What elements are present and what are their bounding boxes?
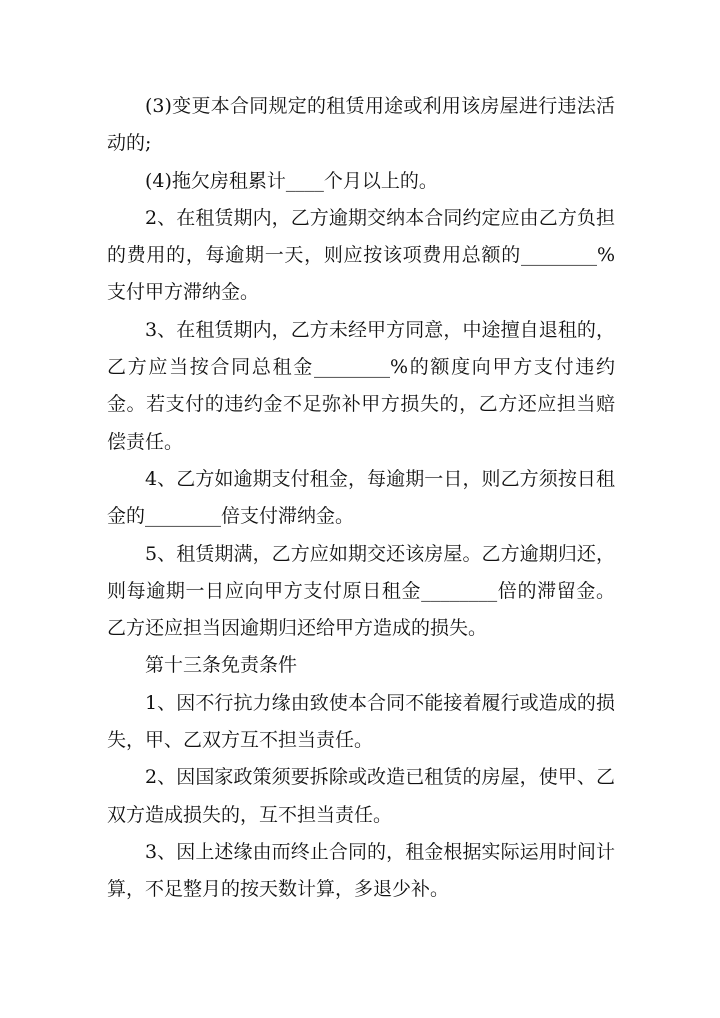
exemption-clause-1: 1、因不行抗力缘由致使本合同不能接着履行或造成的损失，甲、乙双方互不担当责任。 <box>107 691 615 752</box>
exemption-clause-3: 3、因上述缘由而终止合同的，租金根据实际运用时间计算，不足整月的按天数计算，多退少补。 <box>107 840 615 901</box>
document-body <box>107 88 615 909</box>
section-heading-13: 第十三条免责条件 <box>145 654 298 677</box>
penalty-clause-4: 4、乙方如逾期支付租金，每逾期一日，则乙方须按日租金的________倍支付滞纳金。 <box>107 467 615 528</box>
penalty-clause-3: 3、在租赁期内，乙方未经甲方同意，中途擅自退租的，乙方应当按合同总租金________%的额度向甲方支付违约金。若支付的违约金不足弥补甲方损失的，乙方还应担当赔偿责任。 <box>107 318 615 453</box>
penalty-clause-5: 5、租赁期满，乙方应如期交还该房屋。乙方逾期归还，则每逾期一日应向甲方支付原日租金________倍的滞留金。乙方还应担当因逾期归还给甲方造成的损失。 <box>107 542 615 640</box>
exemption-clause-2: 2、因国家政策须要拆除或改造已租赁的房屋，使甲、乙双方造成损失的，互不担当责任。 <box>107 766 615 826</box>
penalty-clause-2: 2、在租赁期内，乙方逾期交纳本合同约定应由乙方负担的费用的，每逾期一天，则应按该项费用总额的________%支付甲方滞纳金。 <box>107 206 615 304</box>
clause-item-3: (3)变更本合同规定的租赁用途或利用该房屋进行违法活动的; <box>107 95 615 155</box>
clause-item-4: (4)拖欠房租累计____个月以上的。 <box>145 169 438 192</box>
